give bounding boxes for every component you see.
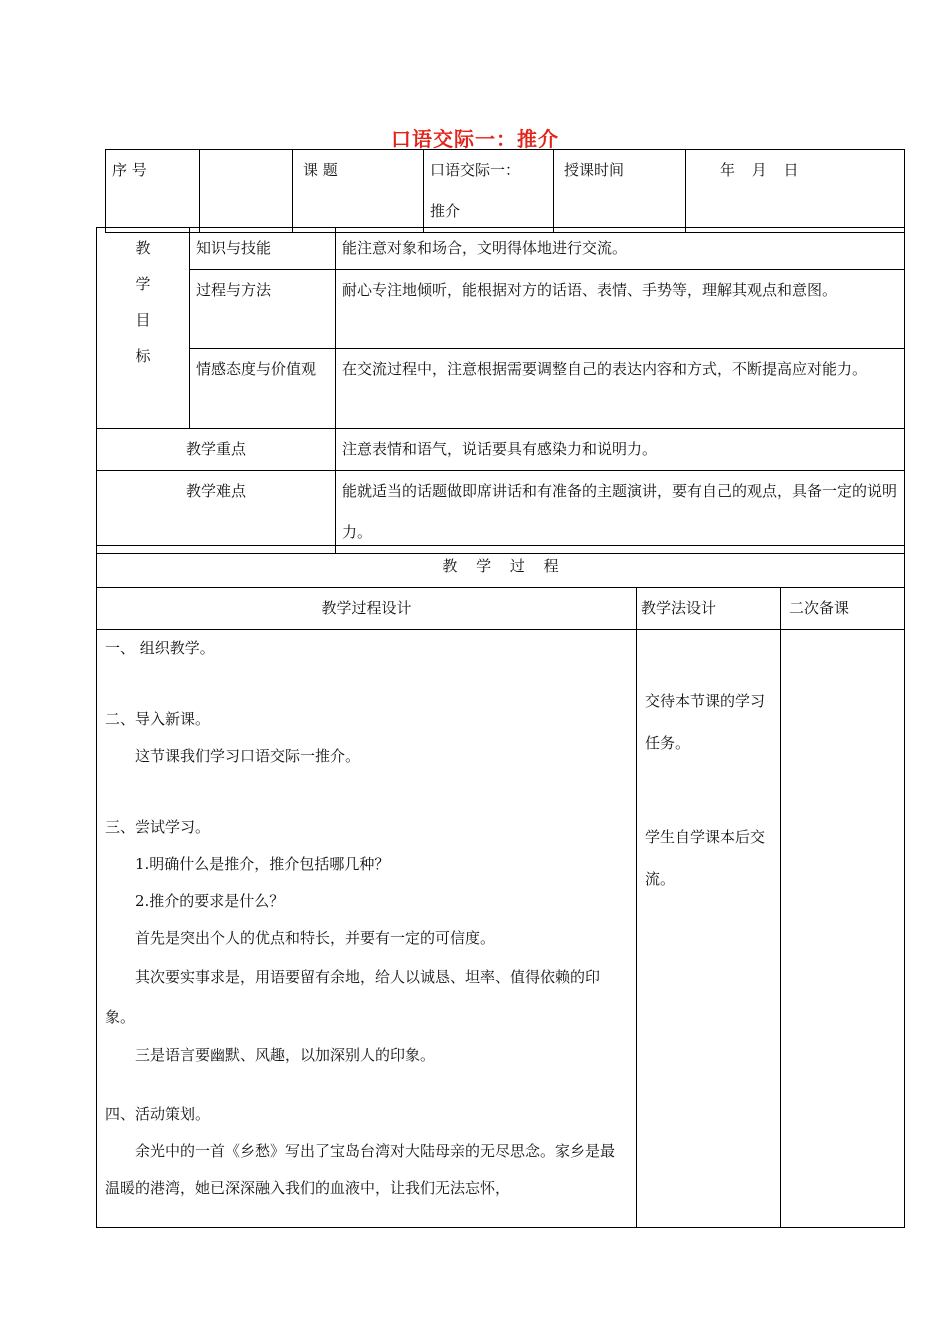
section-activity: 四、活动策划。	[105, 1105, 211, 1123]
objectives-label-char: 标	[135, 347, 151, 365]
column-design: 教学过程设计	[97, 588, 637, 630]
section-intro: 二、导入新课。	[105, 710, 211, 728]
objective-text-process: 耐心专注地倾听，能根据对方的话语、表情、手势等，理解其观点和意图。	[336, 270, 905, 349]
objectives-label	[97, 228, 190, 429]
answer-2: 其次要实事求是，用语要留有余地，给人以诚恳、坦率、值得依赖的印象。	[105, 968, 601, 1026]
section-organize: 一、 组织教学。	[105, 639, 215, 657]
difficulty-text: 能就适当的话题做即席讲话和有准备的主题演讲，要有自己的观点，具备一定的说明力。	[336, 471, 905, 554]
objectives-label-char: 目	[135, 311, 151, 329]
process-table	[96, 545, 905, 1228]
seq-value	[200, 150, 293, 233]
seq-label: 序 号	[106, 150, 200, 233]
topic-value-line1: 口语交际一：	[430, 161, 521, 179]
objective-text-knowledge: 能注意对象和场合，文明得体地进行交流。	[336, 228, 905, 270]
topic-label: 课 题	[293, 150, 424, 233]
objectives-label-char: 学	[135, 275, 151, 293]
section-intro-text: 这节课我们学习口语交际一推介。	[135, 747, 361, 765]
section-activity-text: 余光中的一首《乡愁》写出了宝岛台湾对大陆母亲的无尽思念。家乡是最温暖的港湾，她已深深融入我们的血液中，让我们无法忘怀，	[105, 1142, 616, 1197]
date-field: 年 月 日	[686, 150, 905, 233]
lesson-info-table	[105, 149, 905, 233]
process-method-cell	[637, 630, 781, 1228]
objective-label-attitude: 情感态度与价值观	[190, 349, 336, 429]
objectives-label-char: 教	[135, 239, 151, 257]
page-title: 口语交际一：推介	[391, 127, 559, 151]
column-method: 教学法设计	[637, 588, 781, 630]
column-second: 二次备课	[781, 588, 905, 630]
question-1: 1.明确什么是推介，推介包括哪几种？	[135, 855, 390, 873]
topic-value	[424, 150, 554, 233]
objective-label-process: 过程与方法	[190, 270, 336, 349]
method-2: 学生自学课本后交流。	[645, 828, 766, 888]
question-2: 2.推介的要求是什么？	[135, 892, 285, 910]
objectives-table	[96, 227, 905, 554]
key-point-label: 教学重点	[97, 429, 336, 471]
difficulty-label: 教学难点	[97, 471, 336, 554]
objective-label-knowledge: 知识与技能	[190, 228, 336, 270]
objective-text-attitude: 在交流过程中，注意根据需要调整自己的表达内容和方式，不断提高应对能力。	[336, 349, 905, 429]
process-header: 教 学 过 程	[97, 546, 905, 588]
answer-3: 三是语言要幽默、风趣，以加深别人的印象。	[135, 1046, 436, 1064]
section-trial: 三、尝试学习。	[105, 818, 211, 836]
process-design-cell	[97, 630, 637, 1228]
method-1: 交待本节课的学习任务。	[645, 692, 766, 752]
topic-value-line2: 推介	[430, 202, 461, 220]
time-label: 授课时间	[554, 150, 686, 233]
answer-1: 首先是突出个人的优点和特长，并要有一定的可信度。	[135, 929, 496, 947]
key-point-text: 注意表情和语气，说话要具有感染力和说明力。	[336, 429, 905, 471]
process-second-cell	[781, 630, 905, 1228]
